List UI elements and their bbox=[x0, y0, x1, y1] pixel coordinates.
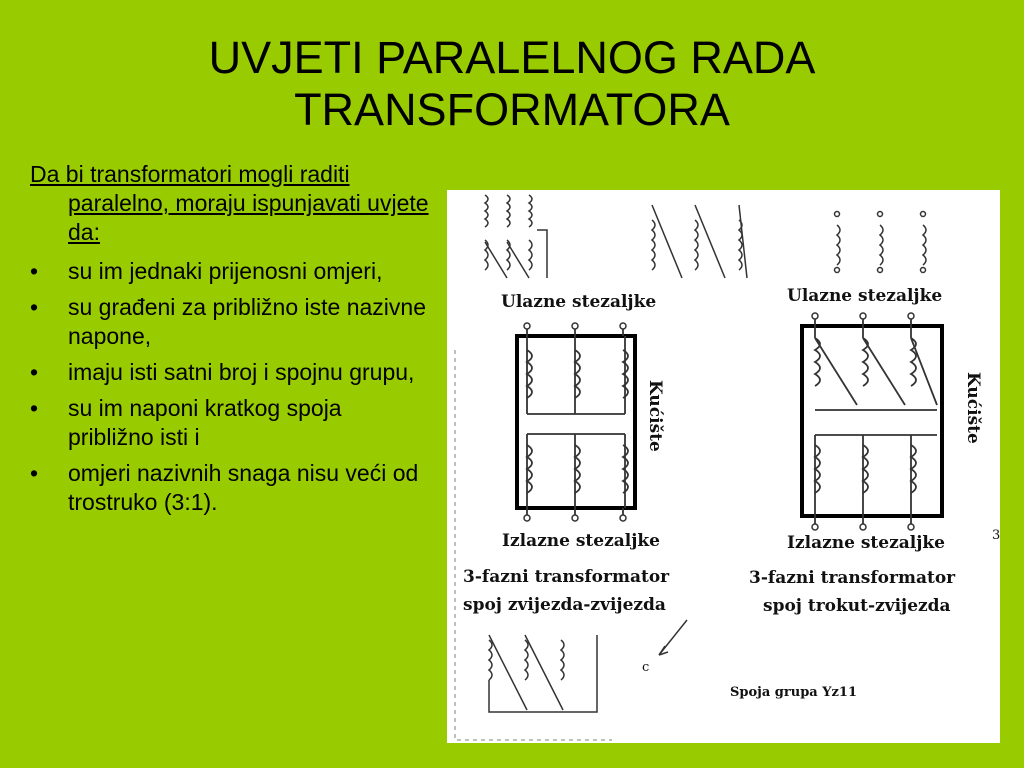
conditions-list bbox=[30, 257, 430, 517]
title-line-1: UVJETI PARALELNOG RADA bbox=[208, 32, 816, 83]
slide-title bbox=[0, 32, 1024, 136]
right-housing-label: Kućište bbox=[963, 372, 983, 444]
bullet-icon: • bbox=[30, 294, 39, 320]
right-output-terminals-label: Izlazne stezaljke bbox=[787, 533, 945, 553]
list-item: • omjeri nazivnih snaga nisu veći od trostruko (3:1). bbox=[30, 460, 419, 515]
intro-text: Da bi transformatori mogli raditi paralelno, moraju ispunjavati uvjete da: bbox=[30, 161, 429, 245]
bullet-icon: • bbox=[30, 359, 39, 385]
right-caption-type: 3-fazni transformator bbox=[749, 568, 956, 588]
slide-body bbox=[30, 160, 430, 524]
left-output-terminals-label: Izlazne stezaljke bbox=[502, 531, 660, 551]
list-item: • imaju isti satni broj i spojnu grupu, bbox=[30, 359, 415, 385]
title-line-2: TRANSFORMATORA bbox=[294, 84, 730, 135]
right-input-terminals-label: Ulazne stezaljke bbox=[787, 286, 943, 306]
list-item: • su građeni za približno iste nazivne napone, bbox=[30, 294, 426, 349]
phase-c-label: c bbox=[642, 660, 650, 675]
left-caption-type: 3-fazni transformator bbox=[463, 567, 670, 587]
left-housing-label: Kućište bbox=[645, 380, 665, 452]
list-item: • su im naponi kratkog spoja približno isti i bbox=[30, 395, 342, 450]
bullet-icon: • bbox=[30, 460, 39, 486]
transformer-schematic bbox=[447, 190, 1000, 743]
edge-mark: 3 bbox=[992, 528, 1001, 543]
left-input-terminals-label: Ulazne stezaljke bbox=[501, 292, 657, 312]
bullet-icon: • bbox=[30, 258, 39, 284]
bullet-icon: • bbox=[30, 395, 39, 421]
transformer-diagram bbox=[447, 190, 1000, 743]
list-item: • su im jednaki prijenosni omjeri, bbox=[30, 258, 383, 284]
left-caption-connection: spoj zvijezda-zvijezda bbox=[463, 595, 666, 615]
connection-group-label: Spoja grupa Yz11 bbox=[730, 685, 857, 700]
right-caption-connection: spoj trokut-zvijezda bbox=[763, 596, 951, 616]
